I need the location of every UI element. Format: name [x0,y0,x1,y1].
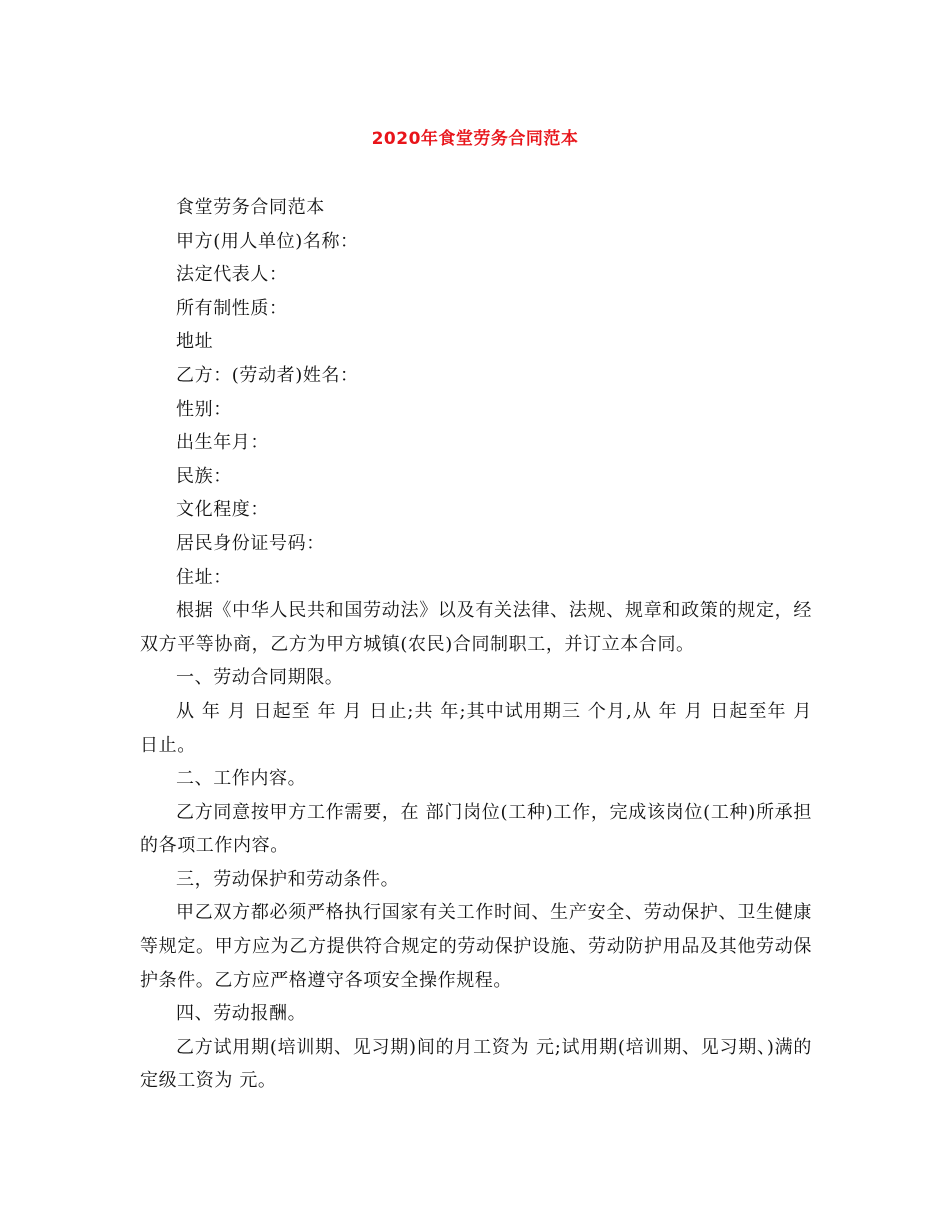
field-ownership-type: 所有制性质： [176,297,288,319]
field-gender: 性别： [176,398,232,420]
section-body-protection: 甲乙双方都必须严格执行国家有关工作时间、生产安全、劳动保护、卫生健康等规定。甲方应为乙方提供符合规定的劳动保护设施、劳动防护用品及其他劳动保护条件。乙方应严格遵守各项安全操作规程。 [140,902,812,991]
field-address: 地址 [176,331,214,353]
field-birth-date: 出生年月： [176,432,269,454]
section-body-work-content: 乙方同意按甲方工作需要，在 部门岗位(工种)工作，完成该岗位(工种)所承担的各项工作内容。 [140,801,812,857]
section-body-term: 从 年 月 日起至 年 月 日止;共 年;其中试用期三 个月,从 年 月 日起至年 月 日止。 [140,700,812,756]
section-heading-term: 一、劳动合同期限。 [176,667,344,689]
document-body [140,191,812,1098]
field-employer-name: 甲方(用人单位)名称： [176,230,359,252]
preamble-paragraph: 根据《中华人民共和国劳动法》以及有关法律、法规、规章和政策的规定，经双方平等协商，乙方为甲方城镇(农民)合同制职工，并订立本合同。 [140,600,812,655]
field-id-number: 居民身份证号码： [176,532,325,554]
field-ethnicity: 民族： [176,465,232,487]
document-title: 2020年食堂劳务合同范本 [371,129,579,149]
section-heading-work-content: 二、工作内容。 [176,768,307,790]
section-heading-remuneration: 四、劳动报酬。 [176,1003,307,1025]
field-education: 文化程度： [176,499,269,521]
section-body-remuneration: 乙方试用期(培训期、见习期)间的月工资为 元;试用期(培训期、见习期、)满的定级工资为 元。 [140,1036,812,1092]
field-employee-name: 乙方：(劳动者)姓名： [176,364,359,386]
section-heading-protection: 三，劳动保护和劳动条件。 [176,868,400,890]
field-residence: 住址： [176,566,232,588]
heading-contract-name: 食堂劳务合同范本 [176,197,325,218]
field-legal-representative: 法定代表人： [176,264,288,286]
